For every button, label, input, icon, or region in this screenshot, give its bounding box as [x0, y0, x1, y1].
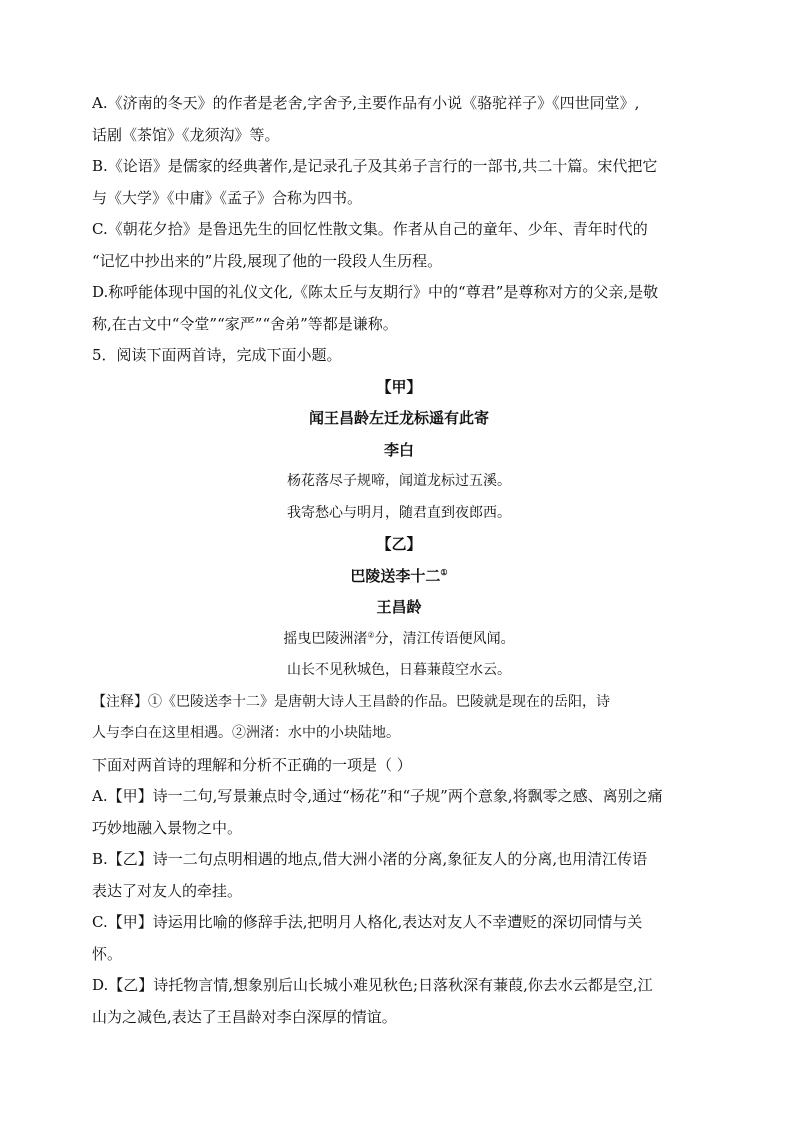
poem-jia-title: 闻王昌龄左迁龙标遥有此寄	[308, 409, 489, 427]
poem-jia-line-1: 杨花落尽子规啼，闻道龙标过五溪。	[287, 473, 511, 489]
poem-yi-title: 巴陵送李十二	[350, 566, 441, 585]
option-d-prev	[92, 277, 706, 340]
option-c-line-1: C.《朝花夕拾》是鲁迅先生的回忆性散文集。作者从自己的童年、少年、青年时代的	[92, 220, 648, 238]
poem-yi-title-note-mark: ①	[440, 566, 448, 577]
option-d-line-1: D.称呼能体现中国的礼仪文化,《陈太丘与友期行》中的“尊君”是尊称对方的父亲,是敬	[92, 283, 659, 301]
poem-yi-line-1-note-mark: ②	[367, 629, 375, 639]
option-b-line-2: 与《大学》《中庸》《孟子》合称为四书。	[92, 188, 363, 207]
option-c-line-2: 怀。	[92, 944, 123, 963]
notes	[92, 687, 706, 750]
question-stem: 下面对两首诗的理解和分析不正确的一项是（ ）	[92, 755, 412, 774]
option-b-line-1: B.【乙】诗一二句点明相遇的地点,借大洲小渚的分离,象征友人的分离,也用清江传语	[92, 850, 648, 868]
poem-jia-line-2: 我寄愁心与明月，随君直到夜郎西。	[287, 504, 511, 521]
option-a-line-1: A.【甲】诗一二句,写景兼点时令,通过“杨花”和“子规”两个意象,将飘零之感、离别之痛	[92, 787, 663, 805]
question-5-prompt: 5．阅读下面两首诗，完成下面小题。	[92, 346, 342, 364]
option-d-line-1: D.【乙】诗托物言情,想象别后山长城小难见秋色;日落秋深有蒹葭,你去水云都是空,江	[92, 976, 653, 994]
option-b-prev	[92, 151, 706, 214]
poem-jia	[92, 372, 706, 530]
option-b-line-1: B.《论语》是儒家的经典著作,是记录孔子及其弟子言行的一部书,共二十篇。宋代把它	[92, 157, 658, 175]
option-a-line-2: 巧妙地融入景物之中。	[92, 818, 243, 837]
option-d	[92, 970, 706, 1033]
poem-yi-line-1-part-a: 摇曳巴陵洲渚	[283, 630, 368, 647]
option-a-line-2: 话剧《茶馆》《龙须沟》等。	[92, 125, 280, 144]
option-c	[92, 907, 706, 970]
document-page	[92, 88, 706, 1033]
poem-yi-line-1	[92, 624, 706, 656]
option-a-prev	[92, 88, 706, 151]
option-d-line-2: 山为之减色,表达了王昌龄对李白深厚的情谊。	[92, 1007, 397, 1026]
option-a-line-1: A.《济南的冬天》的作者是老舍,字舍予,主要作品有小说《骆驼祥子》《四世同堂》,	[92, 94, 640, 112]
poem-jia-label: 【甲】	[376, 377, 422, 396]
poem-yi-author: 王昌龄	[376, 598, 422, 616]
poem-yi-label: 【乙】	[376, 535, 422, 553]
option-b	[92, 844, 706, 907]
option-c-line-2: “记忆中抄出来的”片段,展现了他的一段段人生历程。	[92, 251, 443, 270]
option-c-line-1: C.【甲】诗运用比喻的修辞手法,把明月人格化,表达对友人不幸遭贬的深切同情与关	[92, 913, 643, 931]
option-c-prev	[92, 214, 706, 277]
poem-yi-line-1-part-b: 分，清江传语便风闻。	[374, 630, 515, 647]
note-line-2: 人与李白在这里相遇。②洲渚：水中的小块陆地。	[92, 725, 400, 741]
note-line-1: 【注释】①《巴陵送李十二》是唐朝大诗人王昌龄的作品。巴陵就是现在的岳阳，诗	[92, 693, 610, 710]
poem-yi-line-2: 山长不见秋城色，日暮蒹葭空水云。	[287, 662, 511, 678]
poem-yi	[92, 529, 706, 687]
option-d-line-2: 称,在古文中“令堂”“家严”“舍弟”等都是谦称。	[92, 314, 398, 333]
poem-yi-title-row	[92, 561, 706, 593]
option-a	[92, 781, 706, 844]
poem-jia-author: 李白	[383, 440, 414, 459]
option-b-line-2: 表达了对友人的牵挂。	[92, 881, 243, 900]
